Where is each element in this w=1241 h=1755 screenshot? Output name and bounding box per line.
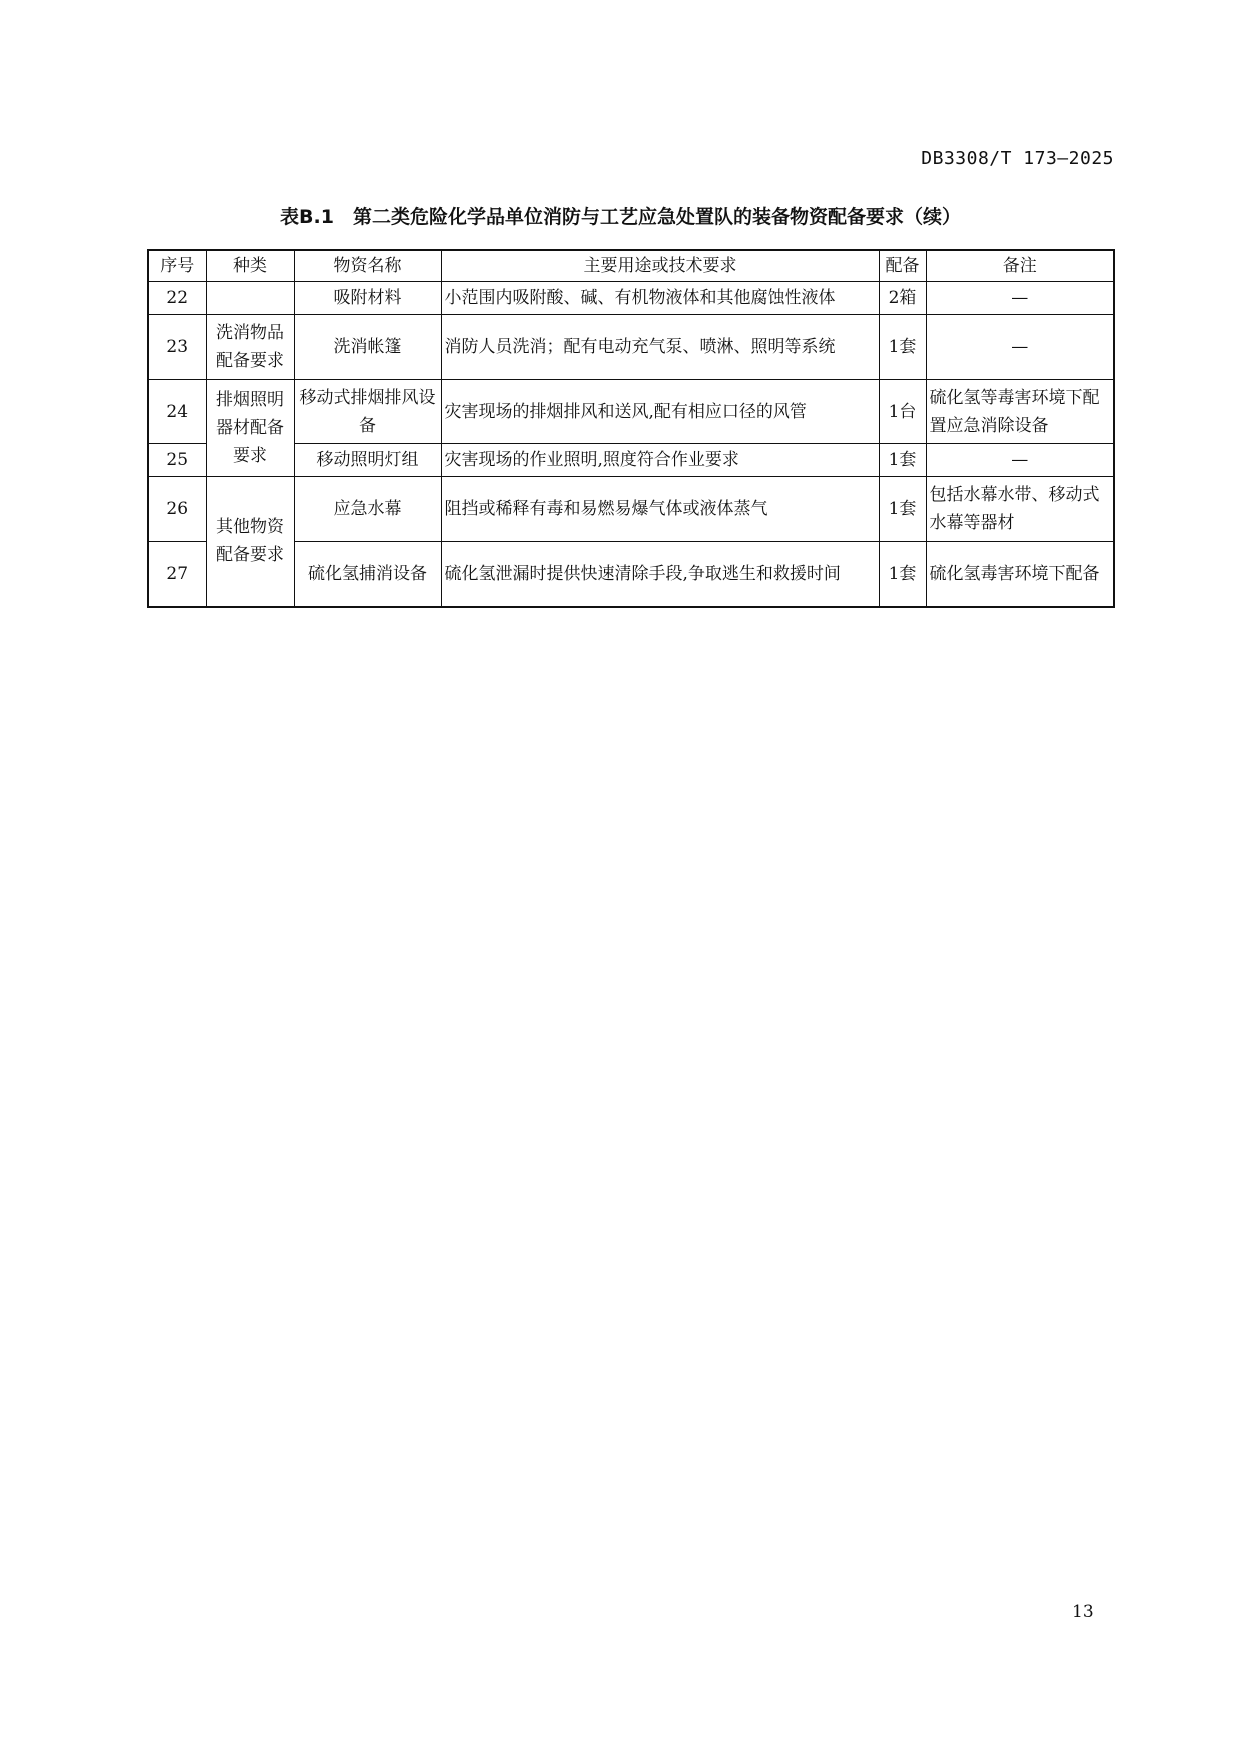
table-row: [148, 282, 1114, 315]
row-qty: 1套: [879, 477, 926, 542]
row-purpose: 小范围内吸附酸、碱、有机物液体和其他腐蚀性液体: [441, 282, 879, 315]
category-wash: 洗消物品配备要求: [206, 315, 294, 380]
table-row: [148, 477, 1114, 542]
category-other: 其他物资配备要求: [206, 477, 294, 607]
category-smoke-light: 排烟照明器材配备要求: [206, 380, 294, 477]
col-header-purpose: 主要用途或技术要求: [441, 250, 879, 282]
row-no: 27: [148, 542, 206, 607]
row-purpose: 消防人员洗消；配有电动充气泵、喷淋、照明等系统: [441, 315, 879, 380]
row-qty: 1套: [879, 315, 926, 380]
col-header-item: 物资名称: [294, 250, 441, 282]
row-no: 25: [148, 444, 206, 477]
row-category: [206, 282, 294, 315]
row-no: 22: [148, 282, 206, 315]
col-header-qty: 配备: [879, 250, 926, 282]
row-qty: 1套: [879, 542, 926, 607]
row-note: 硫化氢等毒害环境下配置应急消除设备: [926, 380, 1114, 444]
row-no: 26: [148, 477, 206, 542]
page-number: 13: [1072, 1602, 1094, 1622]
row-purpose: 灾害现场的排烟排风和送风,配有相应口径的风管: [441, 380, 879, 444]
row-note: 包括水幕水带、移动式水幕等器材: [926, 477, 1114, 542]
row-no: 24: [148, 380, 206, 444]
col-header-note: 备注: [926, 250, 1114, 282]
row-note: —: [926, 444, 1114, 477]
row-item: 吸附材料: [294, 282, 441, 315]
row-qty: 1台: [879, 380, 926, 444]
row-note: —: [926, 282, 1114, 315]
row-item: 应急水幕: [294, 477, 441, 542]
row-purpose: 灾害现场的作业照明,照度符合作业要求: [441, 444, 879, 477]
row-no: 23: [148, 315, 206, 380]
row-item: 移动照明灯组: [294, 444, 441, 477]
row-purpose: 阻挡或稀释有毒和易燃易爆气体或液体蒸气: [441, 477, 879, 542]
table-header-row: [148, 250, 1114, 282]
row-purpose: 硫化氢泄漏时提供快速清除手段,争取逃生和救援时间: [441, 542, 879, 607]
col-header-category: 种类: [206, 250, 294, 282]
table-row: [148, 380, 1114, 444]
table-title: 表B.1 第二类危险化学品单位消防与工艺应急处置队的装备物资配备要求（续）: [280, 206, 961, 228]
row-note: —: [926, 315, 1114, 380]
table-row: [148, 315, 1114, 380]
row-item: 移动式排烟排风设备: [294, 380, 441, 444]
document-code: DB3308/T 173—2025: [921, 148, 1114, 169]
row-qty: 1套: [879, 444, 926, 477]
row-item: 硫化氢捕消设备: [294, 542, 441, 607]
row-item: 洗消帐篷: [294, 315, 441, 380]
col-header-no: 序号: [148, 250, 206, 282]
row-note: 硫化氢毒害环境下配备: [926, 542, 1114, 607]
equipment-table: [147, 249, 1115, 608]
row-qty: 2箱: [879, 282, 926, 315]
